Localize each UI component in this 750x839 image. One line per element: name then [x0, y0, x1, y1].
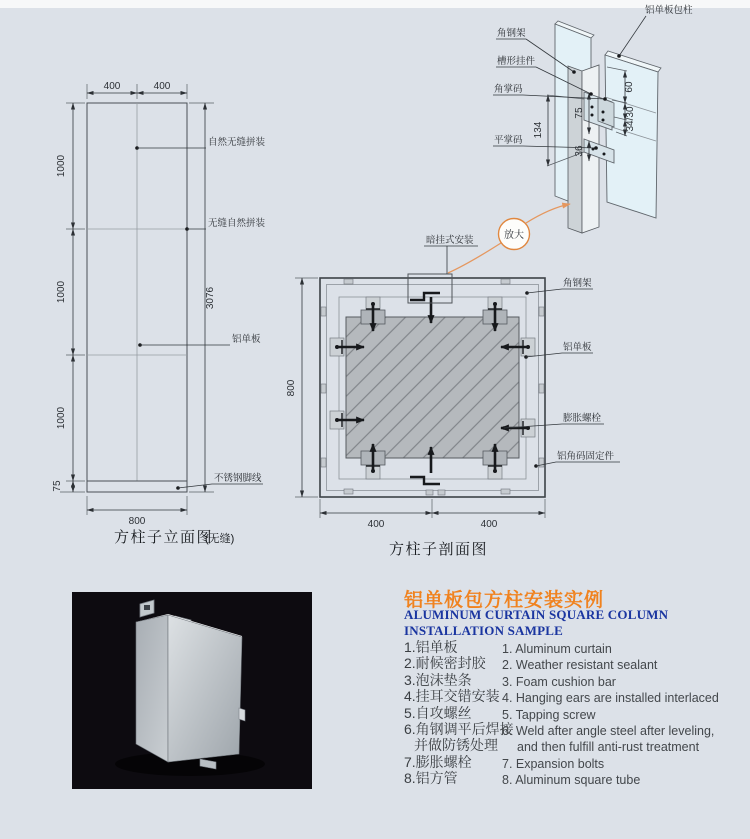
en-list-line: 6. Weld after angle steel after leveling, — [502, 724, 715, 739]
section-caption: 方柱子剖面图 — [389, 541, 489, 558]
section-dim-left: 800 — [286, 379, 297, 397]
detail-view-drawing — [493, 4, 693, 233]
cn-list-line: 3.泡沫垫条 — [404, 671, 472, 688]
product-photo-svg — [72, 592, 312, 789]
cn-list-line: 2.耐候密封胶 — [404, 655, 486, 672]
elevation-caption: 方柱子立面图 — [114, 529, 214, 546]
panel-left-face — [136, 615, 168, 762]
section-bottom-dimensions — [320, 499, 545, 530]
elev-label-natural-seamless: 自然无缝拼装 — [208, 137, 266, 148]
panel-right-face — [168, 615, 242, 762]
detail-dim-60: 60 — [624, 81, 635, 93]
sample-title-cn: 铝单板包方柱安装实例 — [404, 590, 605, 611]
cn-list-line: 并做防锈处理 — [414, 737, 498, 754]
section-left-dimension — [286, 278, 318, 497]
en-list-line: 7. Expansion bolts — [502, 756, 605, 771]
section-label-angle-steel-frame: 角钢架 — [563, 278, 592, 289]
sample-list-en — [502, 641, 719, 789]
detail-dim-34-30: 34/30 — [625, 106, 636, 132]
en-list-line: 1. Aluminum curtain — [502, 642, 612, 656]
detail-label-corner-bracket: 角掌码 — [494, 84, 523, 95]
product-photo — [72, 592, 312, 789]
section-leader-labels — [502, 277, 620, 468]
section-label-corner-fixing: 铝角码固定件 — [557, 451, 615, 462]
elev-label-stainless-skirting: 不锈钢脚线 — [214, 473, 262, 484]
elev-label-seamless-natural: 无缝自然拼装 — [208, 218, 266, 229]
cn-list-line: 8.铝方管 — [404, 770, 458, 787]
elevation-caption-suffix: (无缝) — [205, 533, 235, 545]
cn-list-line: 5.自攻螺丝 — [404, 704, 472, 721]
detail-dim-36: 36 — [574, 145, 585, 157]
cn-list-line: 1.铝单板 — [404, 639, 458, 655]
side-tab — [239, 708, 245, 721]
detail-label-wrap-column: 铝单板包柱 — [645, 5, 693, 16]
section-top-label — [424, 234, 478, 274]
cn-list-line: 4.挂耳交错安装 — [404, 688, 500, 705]
elevation-view-drawing — [52, 81, 266, 546]
elev-dim-h1: 1000 — [56, 154, 67, 178]
en-list-line: 2. Weather resistant sealant — [502, 658, 658, 673]
en-list-line: and then fulfill anti-rust treatment — [517, 740, 700, 755]
sample-title-en: ALUMINUM CURTAIN SQUARE COLUMN INSTALLATION SAMPLE — [404, 607, 669, 638]
elev-dim-bottom: 800 — [128, 516, 146, 527]
mounting-ear-left-hole — [144, 605, 150, 610]
elevation-top-dimensions — [87, 81, 187, 99]
detail-dim-75: 75 — [574, 107, 585, 119]
detail-dim-134: 134 — [533, 121, 544, 139]
en-list-line: 5. Tapping screw — [502, 707, 596, 722]
en-list-line: 4. Hanging ears are installed interlaced — [502, 691, 719, 706]
sample-list-cn — [404, 639, 514, 787]
detail-label-angle-steel-frame: 角钢架 — [497, 28, 526, 39]
detail-label-channel-hanger: 槽形挂件 — [497, 56, 536, 67]
elev-dim-top-left: 400 — [103, 81, 121, 92]
section-label-expansion-bolt: 膨胀螺栓 — [563, 413, 602, 424]
section-label-hidden-hanging: 暗挂式安装 — [426, 235, 474, 246]
en-list-line: 8. Aluminum square tube — [502, 773, 641, 788]
elev-dim-h2: 1000 — [56, 280, 67, 304]
elev-label-aluminum-panel: 铝单板 — [232, 334, 261, 345]
zoom-badge-label: 放大 — [504, 230, 524, 241]
right-panel — [605, 55, 658, 218]
section-view-drawing — [286, 234, 620, 558]
elevation-total-height-dimension — [189, 103, 216, 492]
section-dim-bottom-right: 400 — [480, 519, 498, 530]
elev-dim-total: 3076 — [205, 286, 216, 310]
cn-list-line: 6.角钢调平后焊接 — [404, 721, 514, 738]
en-list-line: 3. Foam cushion bar — [502, 674, 616, 689]
section-concrete-core — [346, 317, 519, 458]
elevation-skirting-strip — [87, 481, 187, 492]
detail-label-flat-bracket: 平掌码 — [494, 135, 523, 146]
aluminum-corner-panel — [136, 600, 245, 769]
elev-dim-h3: 1000 — [56, 406, 67, 430]
elevation-leader-labels — [135, 136, 265, 490]
elevation-panel-seams — [87, 103, 187, 481]
section-dim-bottom-left: 400 — [367, 519, 385, 530]
elev-dim-h4: 75 — [52, 480, 63, 492]
cn-list-line: 7.膨胀螺栓 — [404, 753, 472, 770]
elevation-bottom-dimension — [87, 496, 187, 527]
section-label-aluminum-panel: 铝单板 — [563, 342, 592, 353]
elevation-left-dimensions — [52, 103, 85, 492]
elev-dim-top-right: 400 — [153, 81, 171, 92]
